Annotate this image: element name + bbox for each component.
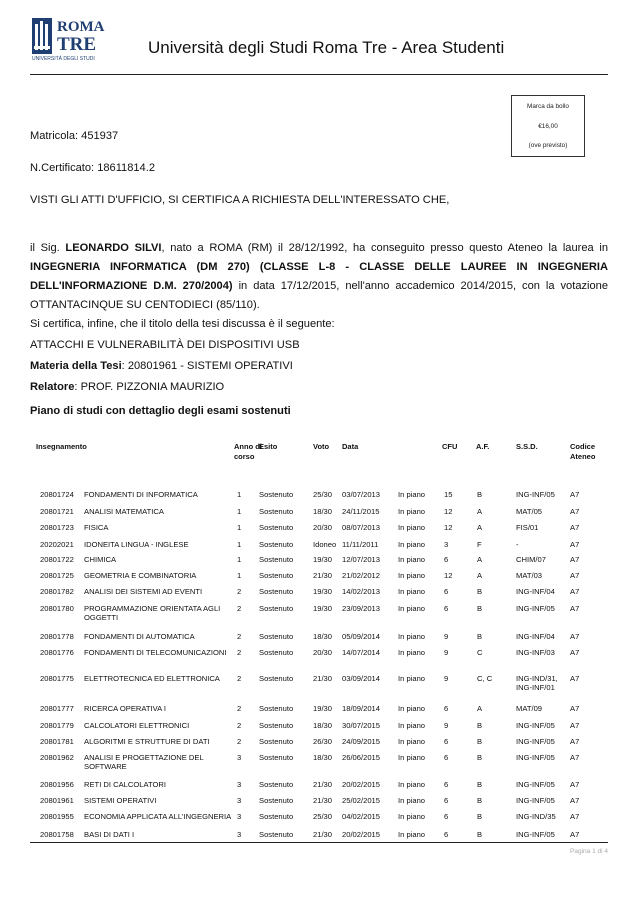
cell-name: RETI DI CALCOLATORI <box>84 780 166 789</box>
cell-code: 20801723 <box>40 523 74 532</box>
header-voto: Voto <box>313 442 330 451</box>
cell-piano: In piano <box>398 796 426 805</box>
cell-piano: In piano <box>398 555 426 564</box>
cell-esito: Sostenuto <box>259 753 294 762</box>
thesis-title: ATTACCHI E VULNERABILITÀ DEI DISPOSITIVI USB <box>30 339 300 351</box>
cell-code: 20801962 <box>40 753 74 762</box>
cell-piano: In piano <box>398 737 426 746</box>
cell-ssd: ING-INF/05 <box>516 721 555 730</box>
cell-ssd: - <box>516 540 519 549</box>
cell-af: A <box>477 555 483 564</box>
cell-anno: 2 <box>237 604 242 613</box>
page-number: Pagina 1 di 4 <box>570 848 608 855</box>
cell-cfu: 3 <box>444 540 449 549</box>
cell-data: 21/02/2012 <box>342 571 381 580</box>
header-insegnamento: Insegnamento <box>36 442 87 451</box>
cell-data: 24/09/2015 <box>342 737 381 746</box>
cell-code: 20801725 <box>40 571 74 580</box>
cell-esito: Sostenuto <box>259 737 294 746</box>
cell-cfu: 6 <box>444 555 449 564</box>
cell-ateneo: A7 <box>570 555 580 564</box>
cell-data: 20/02/2015 <box>342 780 381 789</box>
cell-ssd: ING-INF/05 <box>516 796 555 805</box>
cell-esito: Sostenuto <box>259 571 294 580</box>
cell-voto: 19/30 <box>313 604 333 613</box>
logo-subtitle-text: UNIVERSITÀ DEGLI STUDI <box>32 56 95 62</box>
cell-anno: 2 <box>237 737 242 746</box>
cell-anno: 2 <box>237 648 242 657</box>
cell-code: 20202021 <box>40 540 74 549</box>
cell-cfu: 6 <box>444 704 449 713</box>
cell-code: 20801777 <box>40 704 74 713</box>
cell-code: 20801956 <box>40 780 74 789</box>
header-anno: Anno di corso <box>234 442 262 461</box>
cell-cfu: 6 <box>444 753 449 762</box>
cell-esito: Sostenuto <box>259 490 294 499</box>
cell-piano: In piano <box>398 604 426 613</box>
para-birth: , nato a ROMA (RM) il 28/12/1992, ha conseguito presso questo Ateneo la laurea in <box>161 242 608 254</box>
cell-name: PROGRAMMAZIONE ORIENTATA AGLI OGGETTI <box>84 604 221 622</box>
cell-piano: In piano <box>398 674 426 683</box>
cell-ssd: ING-INF/05 <box>516 780 555 789</box>
footer-divider <box>30 842 608 843</box>
cell-code: 20801780 <box>40 604 74 613</box>
cell-ateneo: A7 <box>570 830 580 839</box>
cell-anno: 1 <box>237 523 242 532</box>
stamp-amount: €16,00 <box>538 123 558 130</box>
cell-af: C, C <box>477 674 493 683</box>
cell-af: B <box>477 780 483 789</box>
cell-ssd: ING-INF/05 <box>516 737 555 746</box>
logo-tre-text: TRE <box>57 34 97 55</box>
cell-data: 03/09/2014 <box>342 674 381 683</box>
cell-ateneo: A7 <box>570 587 580 596</box>
cell-ssd: ING-INF/03 <box>516 648 555 657</box>
cell-anno: 2 <box>237 674 242 683</box>
cell-voto: 25/30 <box>313 490 333 499</box>
study-plan-title: Piano di studi con dettaglio degli esami sostenuti <box>30 405 291 417</box>
cell-af: B <box>477 796 483 805</box>
cell-voto: 20/30 <box>313 648 333 657</box>
cell-data: 30/07/2015 <box>342 721 381 730</box>
cell-code: 20801721 <box>40 507 74 516</box>
header-esito: Esito <box>259 442 278 451</box>
cell-esito: Sostenuto <box>259 507 294 516</box>
cell-anno: 1 <box>237 490 242 499</box>
cell-piano: In piano <box>398 571 426 580</box>
cell-voto: 20/30 <box>313 523 333 532</box>
cell-anno: 3 <box>237 753 242 762</box>
cell-piano: In piano <box>398 812 426 821</box>
cell-ateneo: A7 <box>570 704 580 713</box>
cell-af: C <box>477 648 483 657</box>
cell-af: B <box>477 753 483 762</box>
cell-anno: 1 <box>237 540 242 549</box>
cell-cfu: 6 <box>444 812 449 821</box>
cell-ssd: ING-INF/05 <box>516 753 555 762</box>
cell-name: ANALISI MATEMATICA <box>84 507 164 516</box>
cell-ssd: ING-INF/04 <box>516 587 555 596</box>
cell-data: 20/02/2015 <box>342 830 381 839</box>
thesis-subject <box>30 360 293 372</box>
para-grade: in data 17/12/2015, nell'anno accademico 2014/2015, con la votazione OTTANTACINQUE SU CENTODIECI (85/110). <box>30 280 609 311</box>
cell-ateneo: A7 <box>570 632 580 641</box>
stamp-label: Marca da bollo <box>527 103 569 110</box>
cell-name: CALCOLATORI ELETTRONICI <box>84 721 190 730</box>
cell-cfu: 6 <box>444 737 449 746</box>
cell-cfu: 12 <box>444 571 453 580</box>
cell-piano: In piano <box>398 753 426 762</box>
cell-voto: 19/30 <box>313 704 333 713</box>
cell-voto: 21/30 <box>313 674 333 683</box>
cell-cfu: 6 <box>444 604 449 613</box>
cell-cfu: 6 <box>444 796 449 805</box>
cell-ateneo: A7 <box>570 648 580 657</box>
thesis-supervisor-value: : PROF. PIZZONIA MAURIZIO <box>74 381 225 393</box>
cell-code: 20801781 <box>40 737 74 746</box>
header-af: A.F. <box>476 442 490 451</box>
cell-esito: Sostenuto <box>259 704 294 713</box>
cell-code: 20801961 <box>40 796 74 805</box>
cell-ateneo: A7 <box>570 604 580 613</box>
cell-af: B <box>477 812 483 821</box>
cell-anno: 3 <box>237 780 242 789</box>
cell-name: CHIMICA <box>84 555 117 564</box>
cell-esito: Sostenuto <box>259 721 294 730</box>
cell-ssd: MAT/03 <box>516 571 543 580</box>
cell-anno: 3 <box>237 812 242 821</box>
cell-anno: 2 <box>237 587 242 596</box>
thesis-intro: Si certifica, infine, che il titolo della tesi discussa è il seguente: <box>30 318 335 330</box>
cell-ssd: ING-IND/35 <box>516 812 556 821</box>
cell-anno: 2 <box>237 632 242 641</box>
cell-ateneo: A7 <box>570 523 580 532</box>
cell-esito: Sostenuto <box>259 540 294 549</box>
cell-ssd: ING-IND/31, ING-INF/01 <box>516 674 558 692</box>
cell-af: B <box>477 632 483 641</box>
cell-name: ANALISI DEI SISTEMI AD EVENTI <box>84 587 203 596</box>
student-name: LEONARDO SILVI <box>65 242 162 254</box>
cell-ssd: CHIM/07 <box>516 555 546 564</box>
cell-af: B <box>477 721 483 730</box>
cell-name: BASI DI DATI I <box>84 830 135 839</box>
cell-voto: 18/30 <box>313 721 333 730</box>
cell-code: 20801724 <box>40 490 74 499</box>
cell-anno: 2 <box>237 704 242 713</box>
cell-esito: Sostenuto <box>259 523 294 532</box>
cell-name: ALGORITMI E STRUTTURE DI DATI <box>84 737 210 746</box>
cell-data: 24/11/2015 <box>342 507 380 516</box>
cell-anno: 1 <box>237 507 242 516</box>
cell-esito: Sostenuto <box>259 632 294 641</box>
university-logo <box>31 16 111 62</box>
cell-voto: 25/30 <box>313 812 333 821</box>
cell-data: 04/02/2015 <box>342 812 381 821</box>
cell-anno: 3 <box>237 796 242 805</box>
cell-af: B <box>477 490 483 499</box>
cell-piano: In piano <box>398 648 426 657</box>
cell-esito: Sostenuto <box>259 780 294 789</box>
cell-code: 20801776 <box>40 648 74 657</box>
cell-anno: 1 <box>237 555 242 564</box>
matricola-text: Matricola: 451937 <box>30 130 119 142</box>
cell-af: A <box>477 523 483 532</box>
cell-af: B <box>477 604 483 613</box>
logo-roma-text: ROMA <box>57 19 105 35</box>
thesis-subject-label: Materia della Tesi <box>30 360 122 372</box>
cell-code: 20801722 <box>40 555 74 564</box>
cell-name: FISICA <box>84 523 109 532</box>
cell-cfu: 6 <box>444 830 449 839</box>
cell-af: B <box>477 587 483 596</box>
cell-code: 20801775 <box>40 674 74 683</box>
cell-cfu: 9 <box>444 674 449 683</box>
cell-ateneo: A7 <box>570 507 580 516</box>
stamp-box <box>511 95 585 157</box>
cell-anno: 2 <box>237 721 242 730</box>
cell-esito: Sostenuto <box>259 812 294 821</box>
cell-ateneo: A7 <box>570 490 580 499</box>
cell-name: ECONOMIA APPLICATA ALL'INGEGNERIA <box>84 812 232 821</box>
cell-ssd: FIS/01 <box>516 523 539 532</box>
cell-data: 18/09/2014 <box>342 704 381 713</box>
cell-data: 12/07/2013 <box>342 555 381 564</box>
cell-af: A <box>477 704 483 713</box>
cell-ssd: ING-INF/04 <box>516 632 555 641</box>
cell-piano: In piano <box>398 721 426 730</box>
cell-cfu: 6 <box>444 780 449 789</box>
cell-name: FONDAMENTI DI INFORMATICA <box>84 490 198 499</box>
cell-code: 20801782 <box>40 587 74 596</box>
cell-af: B <box>477 830 483 839</box>
cell-cfu: 12 <box>444 507 453 516</box>
cell-esito: Sostenuto <box>259 555 294 564</box>
cell-voto: 18/30 <box>313 632 333 641</box>
header-ssd: S.S.D. <box>516 442 538 451</box>
cell-code: 20801779 <box>40 721 74 730</box>
cell-esito: Sostenuto <box>259 796 294 805</box>
logo-graphic <box>31 16 111 62</box>
cell-af: A <box>477 571 483 580</box>
cell-data: 11/11/2011 <box>342 540 379 549</box>
cell-code: 20801758 <box>40 830 74 839</box>
cell-piano: In piano <box>398 540 426 549</box>
cell-name: FONDAMENTI DI AUTOMATICA <box>84 632 195 641</box>
cell-voto: 26/30 <box>313 737 333 746</box>
cell-ateneo: A7 <box>570 780 580 789</box>
cell-name: ELETTROTECNICA ED ELETTRONICA <box>84 674 220 683</box>
cell-name: RICERCA OPERATIVA I <box>84 704 167 713</box>
cell-ateneo: A7 <box>570 674 580 683</box>
stamp-note: (ove previsto) <box>528 142 568 149</box>
cell-cfu: 9 <box>444 721 449 730</box>
cell-piano: In piano <box>398 490 426 499</box>
cell-esito: Sostenuto <box>259 648 294 657</box>
cell-name: FONDAMENTI DI TELECOMUNICAZIONI <box>84 648 227 657</box>
cell-name: IDONEITA LINGUA - INGLESE <box>84 540 189 549</box>
cell-esito: Sostenuto <box>259 674 294 683</box>
thesis-subject-value: : 20801961 - SISTEMI OPERATIVI <box>121 360 293 372</box>
degree-name: INGEGNERIA INFORMATICA (DM 270) (CLASSE L-8 - CLASSE DELLE LAUREE IN INGEGNERIA DELL'INFORMAZIONE D.M. 270/2004) <box>30 261 608 292</box>
cell-ateneo: A7 <box>570 796 580 805</box>
cell-ssd: ING-INF/05 <box>516 490 555 499</box>
cell-ssd: ING-INF/05 <box>516 830 555 839</box>
cell-data: 08/07/2013 <box>342 523 381 532</box>
certification-paragraph <box>30 239 608 315</box>
cell-voto: 19/30 <box>313 587 333 596</box>
visti-statement: VISTI GLI ATTI D'UFFICIO, SI CERTIFICA A RICHIESTA DELL'INTERESSATO CHE, <box>30 194 450 206</box>
cell-voto: 21/30 <box>313 830 333 839</box>
page-title: Università degli Studi Roma Tre - Area Studenti <box>148 38 505 57</box>
cell-piano: In piano <box>398 507 426 516</box>
cell-data: 14/02/2013 <box>342 587 381 596</box>
cell-data: 14/07/2014 <box>342 648 381 657</box>
cell-data: 05/09/2014 <box>342 632 381 641</box>
cell-ssd: MAT/05 <box>516 507 543 516</box>
cell-ateneo: A7 <box>570 737 580 746</box>
cell-name: GEOMETRIA E COMBINATORIA <box>84 571 197 580</box>
cell-name: SISTEMI OPERATIVI <box>84 796 157 805</box>
cell-voto: 19/30 <box>313 555 333 564</box>
cell-piano: In piano <box>398 523 426 532</box>
header-divider <box>30 74 608 75</box>
cell-anno: 1 <box>237 571 242 580</box>
cell-ssd: MAT/09 <box>516 704 543 713</box>
para-intro: il Sig. <box>30 242 66 254</box>
cell-cfu: 6 <box>444 587 449 596</box>
cell-af: A <box>477 507 483 516</box>
cell-ssd: ING-INF/05 <box>516 604 555 613</box>
header-cfu: CFU <box>442 442 458 451</box>
cell-voto: 21/30 <box>313 796 333 805</box>
cell-cfu: 9 <box>444 632 449 641</box>
cell-ateneo: A7 <box>570 812 580 821</box>
header-data: Data <box>342 442 359 451</box>
cell-code: 20801778 <box>40 632 74 641</box>
cell-cfu: 9 <box>444 648 449 657</box>
cell-piano: In piano <box>398 830 426 839</box>
cell-ateneo: A7 <box>570 571 580 580</box>
cell-piano: In piano <box>398 704 426 713</box>
cell-ateneo: A7 <box>570 540 580 549</box>
cell-voto: 18/30 <box>313 753 333 762</box>
cell-ateneo: A7 <box>570 753 580 762</box>
cell-data: 26/06/2015 <box>342 753 381 762</box>
cell-voto: 21/30 <box>313 780 333 789</box>
cell-cfu: 12 <box>444 523 453 532</box>
cell-esito: Sostenuto <box>259 604 294 613</box>
cell-data: 25/02/2015 <box>342 796 381 805</box>
cell-voto: 21/30 <box>313 571 333 580</box>
cell-voto: Idoneo <box>313 540 337 549</box>
cell-name: ANALISI E PROGETTAZIONE DEL SOFTWARE <box>84 753 204 771</box>
cell-cfu: 15 <box>444 490 453 499</box>
cell-piano: In piano <box>398 632 426 641</box>
cell-data: 23/09/2013 <box>342 604 381 613</box>
cell-esito: Sostenuto <box>259 587 294 596</box>
cell-piano: In piano <box>398 780 426 789</box>
thesis-supervisor <box>30 381 224 393</box>
cell-anno: 3 <box>237 830 242 839</box>
cell-ateneo: A7 <box>570 721 580 730</box>
cell-piano: In piano <box>398 587 426 596</box>
cell-af: B <box>477 737 483 746</box>
header-codice: Codice Ateneo <box>570 442 596 461</box>
cell-voto: 18/30 <box>313 507 333 516</box>
cell-data: 03/07/2013 <box>342 490 381 499</box>
cell-af: F <box>477 540 482 549</box>
cell-esito: Sostenuto <box>259 830 294 839</box>
thesis-supervisor-label: Relatore <box>30 381 75 393</box>
cell-code: 20801955 <box>40 812 74 821</box>
certificate-number: N.Certificato: 18611814.2 <box>30 162 155 174</box>
